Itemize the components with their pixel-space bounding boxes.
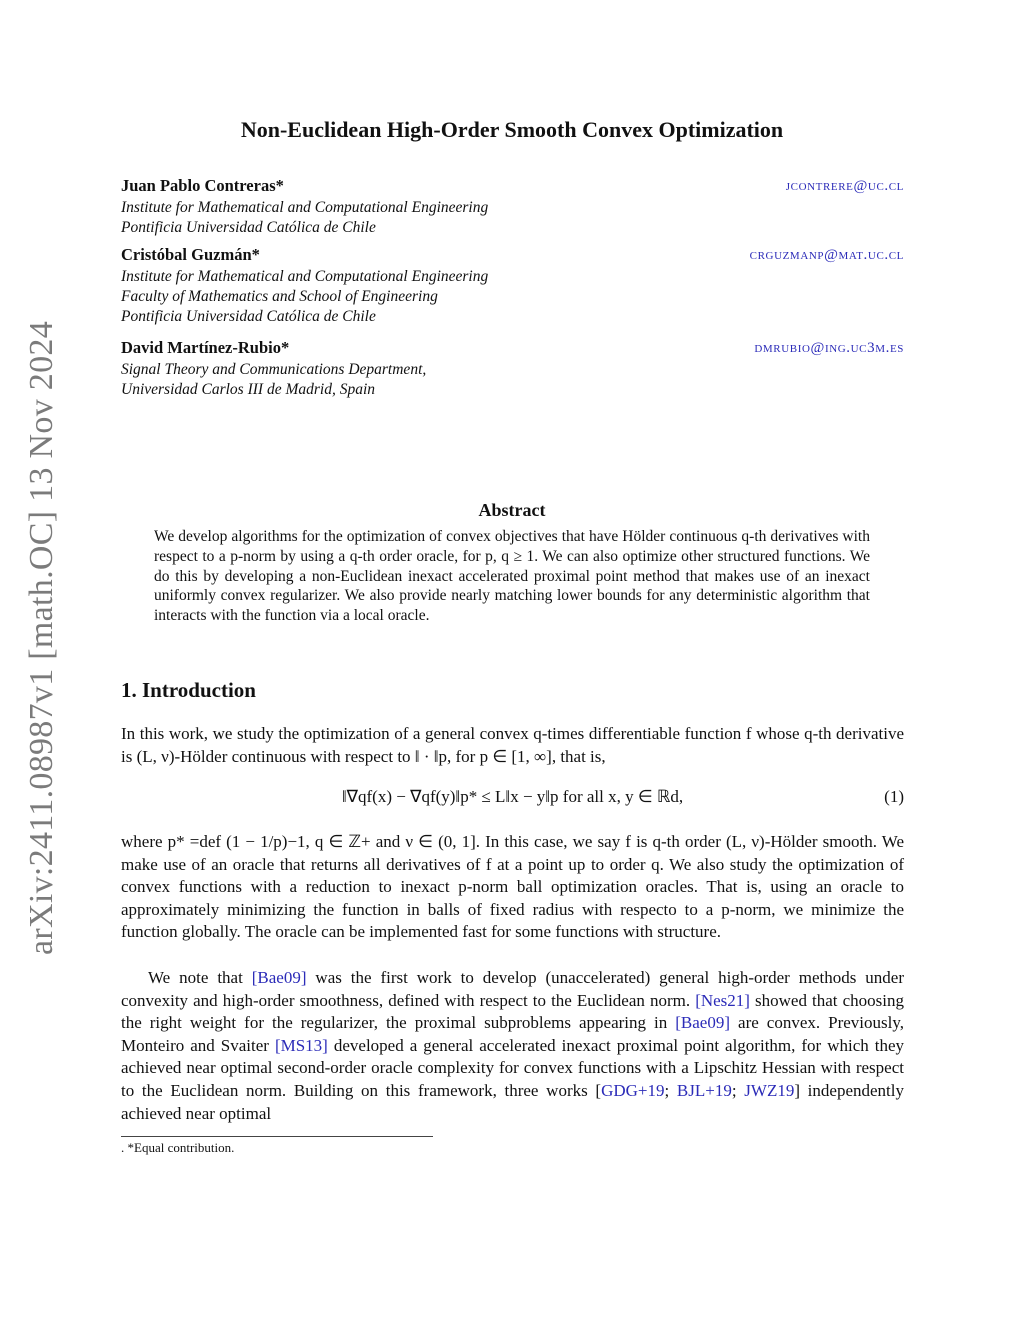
author-name: Cristóbal Guzmán* [121,245,260,264]
display-equation [121,787,904,811]
author-affiliation: Signal Theory and Communications Department, [121,361,427,378]
author-name: Juan Pablo Contreras* [121,176,284,195]
arxiv-side-stamp: arXiv:2411.08987v1 [math.OC] 13 Nov 2024 [23,320,60,956]
author-email[interactable]: jcontrere@uc.cl [785,178,904,194]
citation-link[interactable]: JWZ19 [744,1080,795,1100]
citation-link[interactable]: [Nes21] [695,990,750,1010]
paragraph: where p* =def (1 − 1/p)−1, q ∈ ℤ+ and ν ∈ (0, 1]. In this case, we say f is q-th order (L, ν)-Hölder smooth. We make use of an oracle that returns all derivatives of f at a point up to order q. We also study the optimization of convex functions with a reduction to inexact p-norm ball optimization oracles. That is, using an oracle to approximately minimizing the function in balls of fixed radius with respecto to a p-norm, we minimize the function globally. The oracle can be implemented fast for some functions with structure. [121,832,904,942]
author-affiliation: Pontificia Universidad Católica de Chile [121,308,376,325]
author-block [121,245,904,327]
equation-body: ‖∇qf(x) − ∇qf(y)‖p* ≤ L‖x − y‖p for all x, y ∈ ℝd, [341,787,684,806]
author-affiliation: Faculty of Mathematics and School of Engineering [121,288,438,305]
footnote: . *Equal contribution. [121,1140,235,1155]
paragraph: We note that [Bae09] was the first work to develop (unaccelerated) general high-order methods under convexity and high-order smoothness, defined with respect to the Euclidean norm. [Nes21] showed that choosing the right weight for the regularizer, the proximal subproblems appearing in [Bae09] are convex. Previously, Monteiro and Svaiter [MS13] developed a general accelerated inexact proximal point algorithm, for which they achieved near optimal second-order oracle complexity for convex functions with a Lipschitz Hessian with respect to the Euclidean norm. Building on this framework, three works [GDG+19; BJL+19; JWZ19] independently achieved near optimal [121,968,905,1123]
citation-link[interactable]: GDG+19 [601,1080,665,1100]
author-affiliation: Institute for Mathematical and Computational Engineering [121,199,489,216]
citation-link[interactable]: [Bae09] [251,968,307,987]
footnote-rule [121,1136,433,1137]
paper-title: Non-Euclidean High-Order Smooth Convex Optimization [240,117,784,142]
equation-number: (1) [884,787,904,806]
author-block [121,176,904,238]
citation-link[interactable]: BJL+19 [676,1080,732,1100]
author-block [121,338,904,400]
abstract-text: We develop algorithms for the optimization of convex objectives that have Hölder continuous q-th derivatives with respect to a p-norm by using a q-th order oracle, for p, q ≥ 1. We can also optimize other structured functions. We do this by developing a non-Euclidean inexact accelerated proximal point method that makes use of an inexact uniformly convex regularizer. We also provide nearly matching lower bounds for any deterministic algorithm that interacts with the function via a local oracle. [154,528,870,625]
author-affiliation: Institute for Mathematical and Computational Engineering [121,268,489,285]
author-name: David Martínez-Rubio* [121,338,290,357]
citation-link[interactable]: [MS13] [274,1035,328,1055]
author-affiliation: Pontificia Universidad Católica de Chile [121,219,376,236]
citation-link[interactable]: [Bae09] [675,1013,731,1033]
author-email[interactable]: crguzmanp@mat.uc.cl [749,247,904,263]
author-email[interactable]: dmrubio@ing.uc3m.es [754,340,904,356]
paragraph: In this work, we study the optimization of a general convex q-times differentiable function f whose q-th derivative is (L, ν)-Hölder continuous with respect to ‖ · ‖p, for p ∈ [1, ∞], that is, [121,724,904,766]
abstract-heading: Abstract [478,500,546,520]
author-affiliation: Universidad Carlos III de Madrid, Spain [121,381,376,398]
section-heading: 1. Introduction [121,678,256,702]
